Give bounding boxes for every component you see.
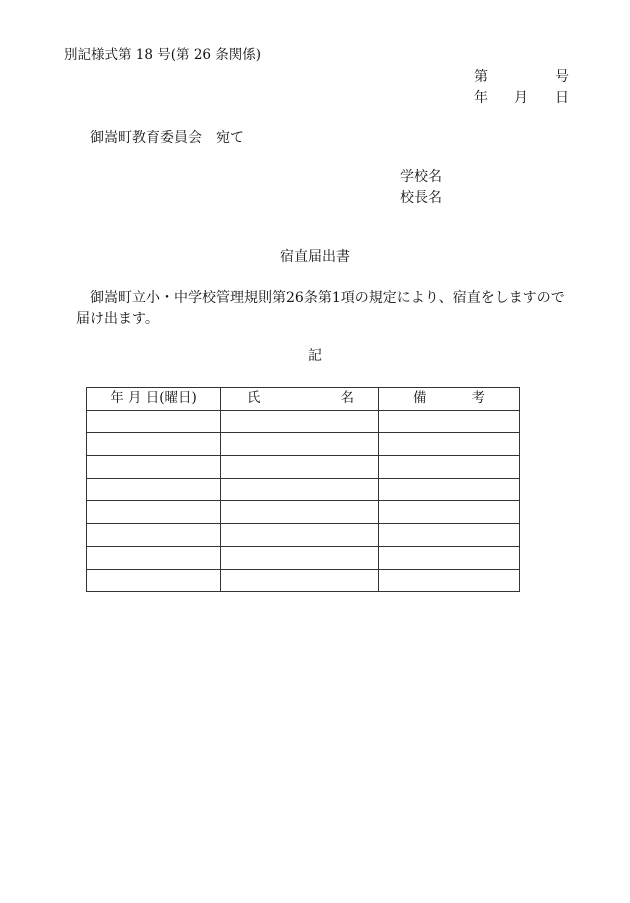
table-row	[87, 478, 520, 501]
document-number-suffix: 号	[555, 69, 569, 85]
cell-name[interactable]	[221, 569, 379, 592]
header-name	[221, 388, 379, 411]
cell-remarks[interactable]	[379, 501, 520, 524]
document-number-label: 第	[474, 69, 488, 85]
cell-date[interactable]	[87, 478, 221, 501]
table-row	[87, 569, 520, 592]
date-year-label: 年	[474, 90, 488, 106]
cell-date[interactable]	[87, 410, 221, 433]
header-name-part-1: 氏	[247, 390, 261, 407]
date-day-label: 日	[555, 90, 569, 106]
cell-date[interactable]	[87, 456, 221, 479]
note-mark: 記	[308, 348, 322, 364]
header-remarks-part-2: 考	[471, 390, 485, 407]
cell-date[interactable]	[87, 569, 221, 592]
table-body	[87, 410, 520, 592]
date-month-label: 月	[514, 90, 528, 106]
table-header-row	[87, 388, 520, 411]
cell-remarks[interactable]	[379, 546, 520, 569]
header-date-label: 年 月 日(曜日)	[110, 390, 197, 407]
table-row	[87, 433, 520, 456]
school-name-label: 学校名	[400, 169, 442, 185]
cell-date[interactable]	[87, 546, 221, 569]
cell-date[interactable]	[87, 524, 221, 547]
principal-name-label: 校長名	[400, 190, 442, 206]
table-row	[87, 501, 520, 524]
table-row	[87, 456, 520, 479]
header-remarks	[379, 388, 520, 411]
cell-name[interactable]	[221, 501, 379, 524]
cell-name[interactable]	[221, 478, 379, 501]
header-date	[87, 388, 221, 411]
cell-remarks[interactable]	[379, 524, 520, 547]
body-text: 御嵩町立小・中学校管理規則第26条第1項の規定により、宿直をしますので届け出ます。	[76, 290, 565, 327]
cell-name[interactable]	[221, 524, 379, 547]
duty-schedule-table	[86, 387, 520, 592]
cell-date[interactable]	[87, 501, 221, 524]
cell-remarks[interactable]	[379, 478, 520, 501]
table-row	[87, 524, 520, 547]
cell-name[interactable]	[221, 546, 379, 569]
table-row	[87, 546, 520, 569]
header-name-part-2: 名	[340, 390, 354, 407]
cell-remarks[interactable]	[379, 569, 520, 592]
document-title: 宿直届出書	[280, 249, 350, 265]
body-paragraph	[76, 288, 576, 330]
cell-remarks[interactable]	[379, 433, 520, 456]
cell-name[interactable]	[221, 433, 379, 456]
cell-name[interactable]	[221, 456, 379, 479]
cell-date[interactable]	[87, 433, 221, 456]
cell-name[interactable]	[221, 410, 379, 433]
cell-remarks[interactable]	[379, 456, 520, 479]
header-remarks-part-1: 備	[413, 390, 427, 407]
cell-remarks[interactable]	[379, 410, 520, 433]
form-reference: 別記様式第 18 号(第 26 条関係)	[64, 47, 262, 63]
table-row	[87, 410, 520, 433]
recipient: 御嵩町教育委員会 宛て	[90, 130, 244, 146]
